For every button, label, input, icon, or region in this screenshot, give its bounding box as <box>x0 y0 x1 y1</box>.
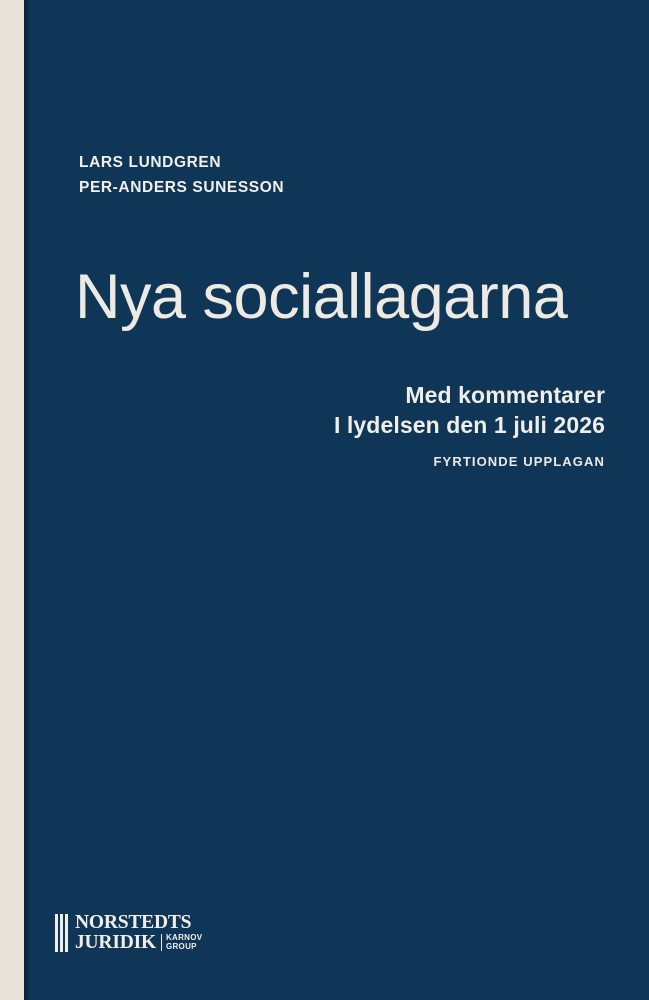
publisher-group-line1: KARNOV <box>165 933 203 942</box>
subtitle-line-1: Med kommentarer <box>405 382 605 408</box>
publisher-logo-text <box>75 913 202 952</box>
logo-divider <box>161 934 162 952</box>
publisher-group-line2: GROUP <box>165 942 197 951</box>
cover-content <box>31 0 649 1000</box>
author-list <box>79 150 599 200</box>
spine-shadow <box>24 0 31 1000</box>
subtitle-line-2: I lydelsen den 1 juli 2026 <box>333 412 605 438</box>
publisher-logo <box>55 913 202 952</box>
author-name: PER-ANDERS SUNESSON <box>79 179 285 196</box>
logo-bars-icon <box>55 913 70 952</box>
publisher-name-line1: NORSTEDTS <box>75 912 192 933</box>
spine-edge <box>0 0 24 1000</box>
publisher-logo-bottom-row <box>75 933 202 953</box>
edition-label: FYRTIONDE UPPLAGAN <box>433 454 605 469</box>
publisher-group <box>166 933 202 952</box>
author-name: LARS LUNDGREN <box>79 154 222 171</box>
book-title: Nya sociallagarna <box>75 262 568 332</box>
subtitle-block <box>85 380 605 469</box>
publisher-name-line2: JURIDIK <box>75 931 156 953</box>
